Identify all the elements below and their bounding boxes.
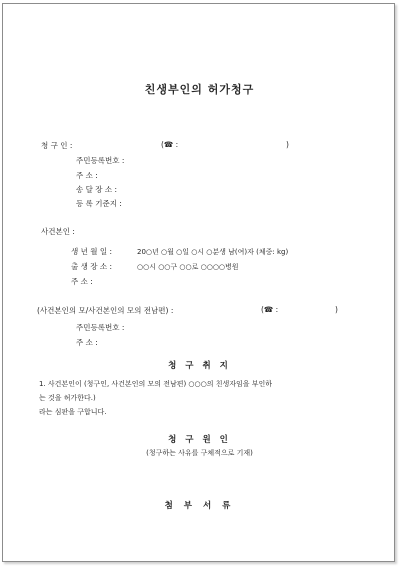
cause-note: (청구하는 사유를 구체적으로 기재)	[146, 449, 253, 457]
principal-birth-label: 생 년 월 일 :	[71, 247, 113, 256]
principal-label: 사건본인 :	[41, 227, 75, 236]
mother-phone-close: )	[335, 305, 338, 314]
petitioner-phone-close: )	[286, 140, 289, 149]
petitioner-service-address: 송 달 장 소 :	[76, 185, 118, 194]
petitioner-address: 주 소 :	[76, 171, 98, 180]
attachments-heading: 첨 부 서 류	[164, 501, 235, 511]
purpose-line-2: 는 것을 허가한다.)	[39, 394, 96, 402]
mother-label: (사건본인의 모/사건본인의 모의 전남편) :	[37, 306, 174, 315]
principal-address: 주 소 :	[71, 277, 93, 286]
document-page	[2, 3, 395, 562]
purpose-line-1: 1. 사건본인이 (청구인, 사건본인의 모의 전남편) ○○○의 친생자임을 부인하	[39, 380, 273, 388]
petitioner-phone: (☎ :	[161, 140, 179, 149]
principal-birth-value: 20○년 ○월 ○일 ○시 ○분생 남(여)자 (체중: kg)	[137, 248, 289, 256]
mother-phone: (☎ :	[261, 305, 279, 314]
petitioner-rrn: 주민등록번호 :	[76, 156, 125, 165]
principal-birthplace-label: 출 생 장 소 :	[71, 262, 113, 271]
mother-address: 주 소 :	[76, 338, 98, 347]
purpose-heading: 청 구 취 지	[168, 361, 231, 371]
cause-heading: 청 구 원 인	[168, 435, 231, 445]
petitioner-label: 청 구 인 :	[41, 141, 73, 150]
petitioner-registry-base: 등 록 기준지 :	[76, 199, 122, 208]
mother-rrn: 주민등록번호 :	[76, 323, 125, 332]
purpose-line-3: 라는 심판을 구합니다.	[39, 408, 107, 416]
principal-birthplace-value: ○○시 ○○구 ○○로 ○○○○병원	[137, 263, 239, 271]
document-title: 친생부인의 허가청구	[144, 83, 255, 96]
